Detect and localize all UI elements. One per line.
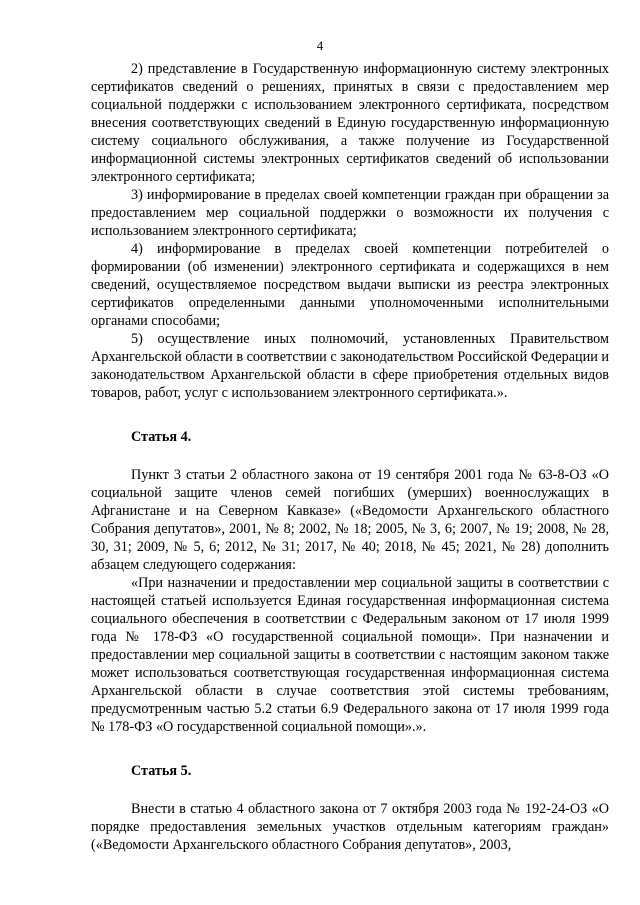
article-4-intro: Пункт 3 статьи 2 областного закона от 19 сентября 2001 года № 63-8-ОЗ «О социальной защите членов семей погибших (умерших) военнослужащих в Афганистане и на Северном Кавказе» («Ведомости Архангельского областного Собрания депутатов», 2001, № 8; 2002, № 18; 2005, № 3, 6; 2007, № 19; 2008, № 28, 30, 31; 2009, № 5, 6; 2012, № 31; 2017, № 40; 2018, № 45; 2021, № 28) дополнить абзацем следующего содержания: bbox=[91, 467, 609, 573]
article-4-heading: Статья 4. bbox=[131, 429, 192, 445]
list-item-3: 3) информирование в пределах своей компетенции граждан при обращении за предоставлением мер социальной поддержки о возможности их получения с использованием электронного сертификата; bbox=[91, 187, 609, 239]
list-item-5: 5) осуществление иных полномочий, установленных Правительством Архангельской области в соответствии с законодательством Российской Федерации и законодательством Архангельской области в сфере приобретения отдельных видов товаров, работ, услуг с использованием электронного сертификата.». bbox=[91, 331, 609, 401]
spacer bbox=[91, 402, 609, 428]
spacer bbox=[91, 780, 609, 800]
page-number: 4 bbox=[316, 38, 324, 53]
list-item-2: 2) представление в Государственную информационную систему электронных сертификатов сведений о решениях, принятых в связи с предоставлением мер социальной поддержки с использованием электронного сертификата, посредством внесения соответствующих сведений в Единую государственную информационную систему социального обслуживания, а также получение из Государственной информационной системы электронных сертификатов сведений об использовании электронного сертификата; bbox=[91, 61, 609, 185]
article-5-intro: Внести в статью 4 областного закона от 7 октября 2003 года № 192-24-ОЗ «О порядке предоставления земельных участков отдельным категориям граждан» («Ведомости Архангельского областного Собрания депутатов», 2003, bbox=[91, 801, 609, 853]
spacer bbox=[91, 736, 609, 762]
list-item-4: 4) информирование в пределах своей компетенции потребителей о формировании (об изменении) электронного сертификата и содержащихся в нем сведений, осуществляемое посредством выдачи выписки из реестра электронных сертификатов определенными данными уполномоченными исполнительными органами способами; bbox=[91, 241, 609, 329]
document-body bbox=[91, 60, 609, 854]
article-4-quote: «При назначении и предоставлении мер социальной защиты в соответствии с настоящей статьей используется Единая государственная информационная система социального обеспечения в соответствии с Федеральным законом от 17 июля 1999 года № 178-ФЗ «О государственной социальной помощи». При назначении и предоставлении мер социальной защиты в соответствии с настоящим законом также может использоваться соответствующая государственная информационная система Архангельской области в случае соответствия этой системы требованиям, предусмотренным частью 5.2 статьи 6.9 Федерального закона от 17 июля 1999 года № 178-ФЗ «О государственной социальной помощи».». bbox=[91, 575, 609, 735]
spacer bbox=[91, 446, 609, 466]
article-5-heading: Статья 5. bbox=[131, 763, 192, 779]
